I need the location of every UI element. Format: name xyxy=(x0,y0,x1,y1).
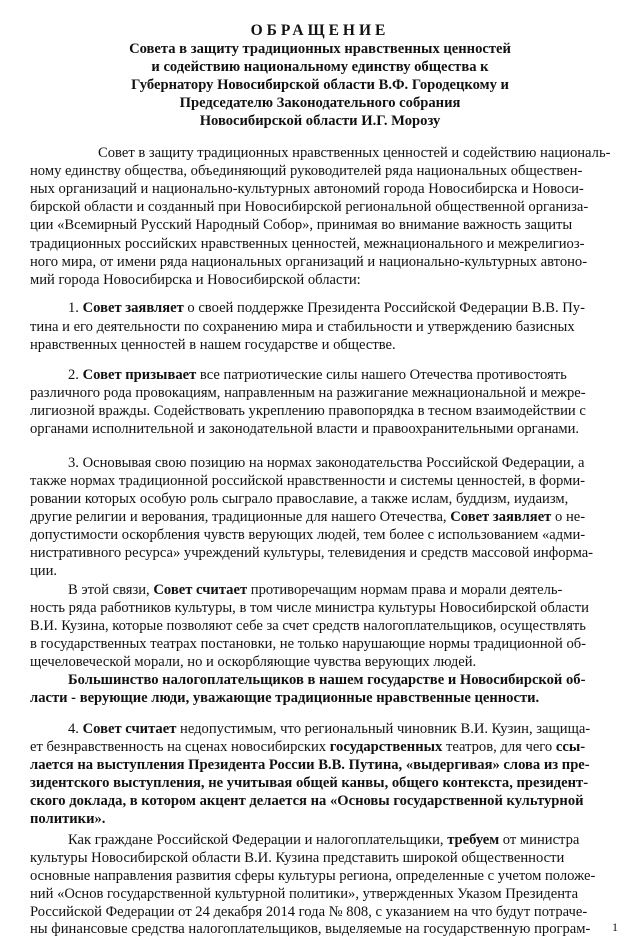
emphasis-text: Совет заявляет xyxy=(450,509,552,525)
emphasis-text: Совет призывает xyxy=(82,367,197,383)
paragraph-line: ность ряда работников культуры, в том числе министра культуры Новосибирской области xyxy=(30,600,589,616)
point-4-line: политики». xyxy=(30,811,106,827)
intro-line: ному единству общества, объединяющий руководителей ряда национальных обществен- xyxy=(30,163,583,179)
point-number: 4. xyxy=(68,721,79,737)
point-3-line: ции. xyxy=(30,563,58,579)
text: о не- xyxy=(551,509,586,525)
point-3-line: допустимости оскорбления чувств верующих людей, тем более с использованием «адми- xyxy=(30,527,586,543)
point-2-line: органами исполнительной и законодательной власти и правоохранительными органами. xyxy=(30,421,580,437)
page-number: 1 xyxy=(612,920,618,934)
point-4-line: ского доклада, в котором акцент делается на «Основы государственной культурной xyxy=(30,793,584,809)
text: о своей поддержке Президента Российской Федерации В.В. Пу- xyxy=(183,300,585,316)
emphasis-text: Совет считает xyxy=(82,721,177,737)
paragraph-line xyxy=(68,583,562,598)
text: театров, для чего xyxy=(442,739,556,755)
point-3-line: также нормах традиционной российской нравственности и системы ценностей, в форми- xyxy=(30,473,586,489)
header-line xyxy=(0,95,640,112)
point-1-line: тина и его деятельности по сохранению мира и стабильности и утверждению базисных xyxy=(30,319,575,335)
header-line xyxy=(0,77,640,94)
paragraph-line: Российской Федерации от 24 декабря 2014 года № 808, с указанием на что будут потраче- xyxy=(30,904,588,920)
point-3-line: ровании которых особую роль сыграло православие, а также ислам, буддизм, иудаизм, xyxy=(30,491,569,507)
heading-text: и содействию национальному единству общества к xyxy=(151,59,489,75)
heading-text: Председателю Законодательного собрания xyxy=(179,95,461,111)
header-line xyxy=(0,59,640,76)
heading-text: Губернатору Новосибирской области В.Ф. Городецкому и xyxy=(131,77,509,93)
paragraph-line: основные направления развития сферы культуры региона, определенные с учетом положе- xyxy=(30,868,596,884)
intro-line: Совет в защиту традиционных нравственных ценностей и содействию националь- xyxy=(98,145,611,161)
point-2-line xyxy=(68,368,567,383)
point-4-line xyxy=(68,722,590,737)
bold-statement-line: Большинство налогоплательщиков в нашем государстве и Новосибирской об- xyxy=(68,672,586,688)
point-number: 1. xyxy=(68,300,79,316)
paragraph-line: ний «Основ государственной культурной политики», утвержденных Указом Президента xyxy=(30,886,579,902)
text: от министра xyxy=(499,832,580,848)
paragraph-line: в государственных театрах постановки, не только нарушающие нормы традиционной об- xyxy=(30,636,587,652)
point-number: 2. xyxy=(68,367,79,383)
point-3-line: 3. Основывая свою позицию на нормах законодательства Российской Федерации, а xyxy=(68,455,585,471)
text: противоречащим нормам права и морали деятель- xyxy=(247,582,563,598)
heading-text: ОБРАЩЕНИЕ xyxy=(250,22,390,39)
header-line xyxy=(0,113,640,130)
heading-text: Новосибирской области И.Г. Морозу xyxy=(199,113,441,129)
emphasis-text: государственных xyxy=(329,739,443,755)
emphasis-text: требуем xyxy=(447,832,500,848)
heading-text: Совета в защиту традиционных нравственных ценностей xyxy=(129,41,511,57)
intro-line: ции «Всемирный Русский Народный Собор», принимая во внимание важность защиты xyxy=(30,217,573,233)
bold-statement-line: ласти - верующие люди, уважающие традиционные нравственные ценности. xyxy=(30,690,540,706)
point-3-line xyxy=(30,510,585,525)
text: ет безнравственность на сценах новосибирских xyxy=(30,739,330,755)
point-4-line: зидентского выступления, не учитывая общей канвы, общего контекста, президент- xyxy=(30,775,589,791)
paragraph-line: щечеловеческой морали, но и оскорбляющие чувства верующих людей. xyxy=(30,654,477,670)
intro-line: традиционных российских нравственных ценностей, межнационального и межрелигиоз- xyxy=(30,236,585,252)
intro-line: ных организаций и национально-культурных автономий города Новосибирска и Новоси- xyxy=(30,181,584,197)
point-4-line xyxy=(30,740,585,755)
intro-line: ного мира, от имени ряда национальных организаций и национально-культурных автоно- xyxy=(30,254,588,270)
paragraph-line: ны финансовые средства налогоплательщиков, выделяемые на государственную програм- xyxy=(30,921,591,937)
document-title xyxy=(0,22,640,40)
paragraph-line: культуры Новосибирской области В.И. Кузина представить широкой общественности xyxy=(30,850,565,866)
emphasis-text: Совет заявляет xyxy=(82,300,184,316)
emphasis-text: ссы- xyxy=(555,739,586,755)
text: недопустимым, что региональный чиновник В.И. Кузин, защища- xyxy=(176,721,591,737)
text: Как граждане Российской Федерации и налогоплательщики, xyxy=(68,832,448,848)
point-3-line: нистративного ресурса» учреждений культуры, телевидения и средств массовой информа- xyxy=(30,545,594,561)
header-line xyxy=(0,41,640,58)
intro-line: мий города Новосибирска и Новосибирской области: xyxy=(30,272,361,288)
paragraph-line xyxy=(68,833,579,848)
paragraph-line: В.И. Кузина, которые позволяют себе за счет средств налогоплательщиков, осуществлять xyxy=(30,618,586,634)
text: В этой связи, xyxy=(68,582,154,598)
point-2-line: лигиозной вражды. Содействовать укреплению правопорядка в тесном взаимодействии с xyxy=(30,403,586,419)
point-4-line: лается на выступления Президента России В.В. Путина, «выдергивая» слова из пре- xyxy=(30,757,590,773)
emphasis-text: Совет считает xyxy=(153,582,248,598)
text: другие религии и верования, традиционные для нашего Отечества, xyxy=(30,509,451,525)
point-2-line: различного рода провокациям, направленным на разжигание межнациональной и межре- xyxy=(30,385,586,401)
intro-line: бирской области и созданный при Новосибирской региональной общественной организа- xyxy=(30,199,589,215)
point-1-line: нравственных ценностей в нашем государстве и обществе. xyxy=(30,337,396,353)
text: все патриотические силы нашего Отечества противостоять xyxy=(196,367,567,383)
point-1-line xyxy=(68,301,585,316)
